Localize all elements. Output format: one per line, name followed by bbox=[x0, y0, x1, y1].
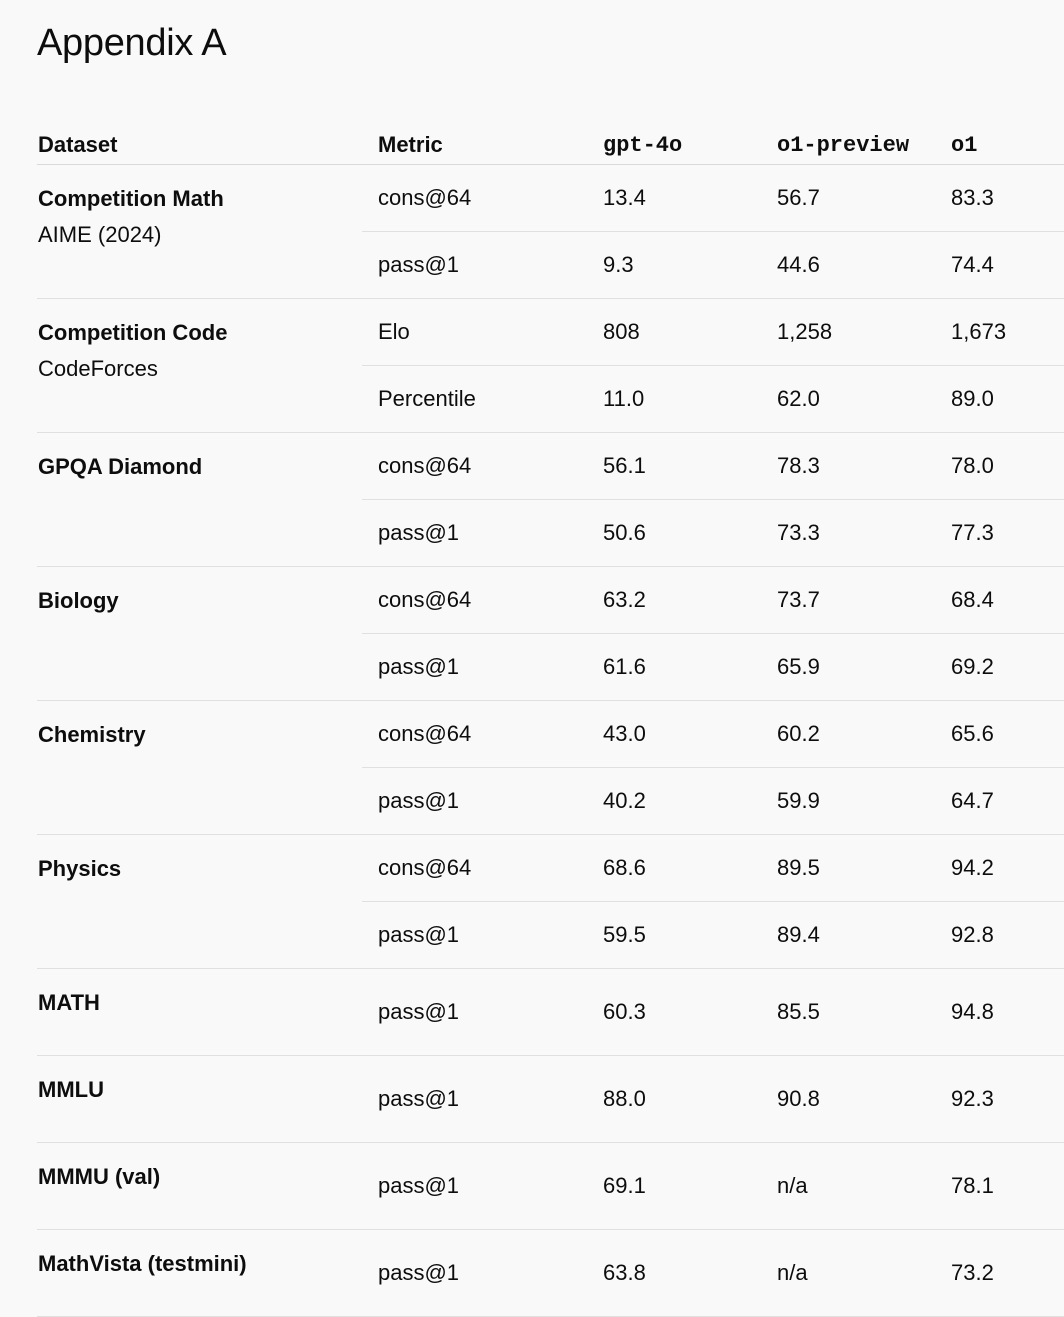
o1-preview-value: n/a bbox=[776, 1230, 950, 1317]
o1-preview-value: 65.9 bbox=[776, 634, 950, 701]
gpt-4o-value: 808 bbox=[602, 299, 776, 366]
dataset-name: MathVista (testmini) bbox=[38, 1251, 247, 1276]
dataset-name: MATH bbox=[38, 990, 100, 1015]
o1-preview-value: 90.8 bbox=[776, 1056, 950, 1143]
page-title: Appendix A bbox=[37, 22, 227, 64]
gpt-4o-value: 68.6 bbox=[602, 835, 776, 902]
o1-preview-value: 62.0 bbox=[776, 366, 950, 433]
dataset-cell bbox=[37, 1056, 362, 1143]
o1-value: 94.8 bbox=[950, 969, 1064, 1056]
o1-preview-value: 78.3 bbox=[776, 433, 950, 500]
gpt-4o-value: 13.4 bbox=[602, 165, 776, 232]
table-row bbox=[37, 701, 1064, 768]
gpt-4o-value: 56.1 bbox=[602, 433, 776, 500]
dataset-cell bbox=[37, 433, 362, 567]
metric-cell: cons@64 bbox=[362, 701, 602, 768]
o1-value: 69.2 bbox=[950, 634, 1064, 701]
metric-cell: pass@1 bbox=[362, 902, 602, 969]
gpt-4o-value: 40.2 bbox=[602, 768, 776, 835]
dataset-name: MMMU (val) bbox=[38, 1164, 161, 1189]
dataset-cell bbox=[37, 299, 362, 433]
dataset-subtitle: CodeForces bbox=[38, 356, 158, 381]
gpt-4o-value: 60.3 bbox=[602, 969, 776, 1056]
o1-preview-value: 56.7 bbox=[776, 165, 950, 232]
header-dataset: Dataset bbox=[37, 126, 362, 165]
metric-cell: cons@64 bbox=[362, 165, 602, 232]
dataset-cell bbox=[37, 165, 362, 299]
metric-cell: Percentile bbox=[362, 366, 602, 433]
gpt-4o-value: 59.5 bbox=[602, 902, 776, 969]
metric-cell: pass@1 bbox=[362, 768, 602, 835]
metric-cell: pass@1 bbox=[362, 1230, 602, 1317]
dataset-cell bbox=[37, 969, 362, 1056]
dataset-name: Physics bbox=[38, 856, 122, 881]
gpt-4o-value: 88.0 bbox=[602, 1056, 776, 1143]
table-header bbox=[37, 126, 1064, 165]
o1-value: 78.0 bbox=[950, 433, 1064, 500]
dataset-name: Chemistry bbox=[38, 722, 146, 747]
gpt-4o-value: 63.2 bbox=[602, 567, 776, 634]
metric-cell: Elo bbox=[362, 299, 602, 366]
header-gpt-4o: gpt-4o bbox=[602, 126, 776, 165]
benchmark-table bbox=[37, 126, 1064, 1317]
o1-preview-value: 44.6 bbox=[776, 232, 950, 299]
table-row bbox=[37, 567, 1064, 634]
header-metric: Metric bbox=[362, 126, 602, 165]
o1-preview-value: 60.2 bbox=[776, 701, 950, 768]
metric-cell: pass@1 bbox=[362, 1143, 602, 1230]
gpt-4o-value: 61.6 bbox=[602, 634, 776, 701]
header-o1: o1 bbox=[950, 126, 1064, 165]
o1-preview-value: 1,258 bbox=[776, 299, 950, 366]
o1-value: 64.7 bbox=[950, 768, 1064, 835]
gpt-4o-value: 63.8 bbox=[602, 1230, 776, 1317]
table-row bbox=[37, 1230, 1064, 1317]
table-row bbox=[37, 1056, 1064, 1143]
gpt-4o-value: 9.3 bbox=[602, 232, 776, 299]
dataset-cell bbox=[37, 701, 362, 835]
dataset-name: Competition Math bbox=[38, 186, 224, 211]
o1-preview-value: 89.5 bbox=[776, 835, 950, 902]
dataset-cell bbox=[37, 567, 362, 701]
table-row bbox=[37, 969, 1064, 1056]
o1-preview-value: 73.7 bbox=[776, 567, 950, 634]
o1-preview-value: 85.5 bbox=[776, 969, 950, 1056]
table-row bbox=[37, 835, 1064, 902]
o1-value: 77.3 bbox=[950, 500, 1064, 567]
o1-value: 68.4 bbox=[950, 567, 1064, 634]
gpt-4o-value: 69.1 bbox=[602, 1143, 776, 1230]
header-row bbox=[37, 126, 1064, 165]
gpt-4o-value: 43.0 bbox=[602, 701, 776, 768]
o1-value: 92.8 bbox=[950, 902, 1064, 969]
table-row bbox=[37, 1143, 1064, 1230]
metric-cell: pass@1 bbox=[362, 634, 602, 701]
dataset-subtitle: AIME (2024) bbox=[38, 222, 162, 247]
gpt-4o-value: 11.0 bbox=[602, 366, 776, 433]
o1-value: 89.0 bbox=[950, 366, 1064, 433]
o1-preview-value: 89.4 bbox=[776, 902, 950, 969]
o1-preview-value: 59.9 bbox=[776, 768, 950, 835]
table-row bbox=[37, 433, 1064, 500]
o1-preview-value: 73.3 bbox=[776, 500, 950, 567]
o1-value: 74.4 bbox=[950, 232, 1064, 299]
o1-value: 65.6 bbox=[950, 701, 1064, 768]
o1-value: 78.1 bbox=[950, 1143, 1064, 1230]
dataset-cell bbox=[37, 1230, 362, 1317]
dataset-name: MMLU bbox=[38, 1077, 104, 1102]
dataset-cell bbox=[37, 1143, 362, 1230]
dataset-name: Biology bbox=[38, 588, 119, 613]
metric-cell: cons@64 bbox=[362, 567, 602, 634]
o1-value: 1,673 bbox=[950, 299, 1064, 366]
metric-cell: pass@1 bbox=[362, 500, 602, 567]
o1-preview-value: n/a bbox=[776, 1143, 950, 1230]
header-o1-preview: o1-preview bbox=[776, 126, 950, 165]
o1-value: 92.3 bbox=[950, 1056, 1064, 1143]
o1-value: 83.3 bbox=[950, 165, 1064, 232]
metric-cell: pass@1 bbox=[362, 969, 602, 1056]
gpt-4o-value: 50.6 bbox=[602, 500, 776, 567]
o1-value: 94.2 bbox=[950, 835, 1064, 902]
metric-cell: cons@64 bbox=[362, 433, 602, 500]
metric-cell: pass@1 bbox=[362, 1056, 602, 1143]
metric-cell: pass@1 bbox=[362, 232, 602, 299]
o1-value: 73.2 bbox=[950, 1230, 1064, 1317]
dataset-cell bbox=[37, 835, 362, 969]
metric-cell: cons@64 bbox=[362, 835, 602, 902]
dataset-name: GPQA Diamond bbox=[38, 454, 203, 479]
table-row bbox=[37, 299, 1064, 366]
table-body bbox=[37, 165, 1064, 1317]
dataset-name: Competition Code bbox=[38, 320, 228, 345]
table-row bbox=[37, 165, 1064, 232]
